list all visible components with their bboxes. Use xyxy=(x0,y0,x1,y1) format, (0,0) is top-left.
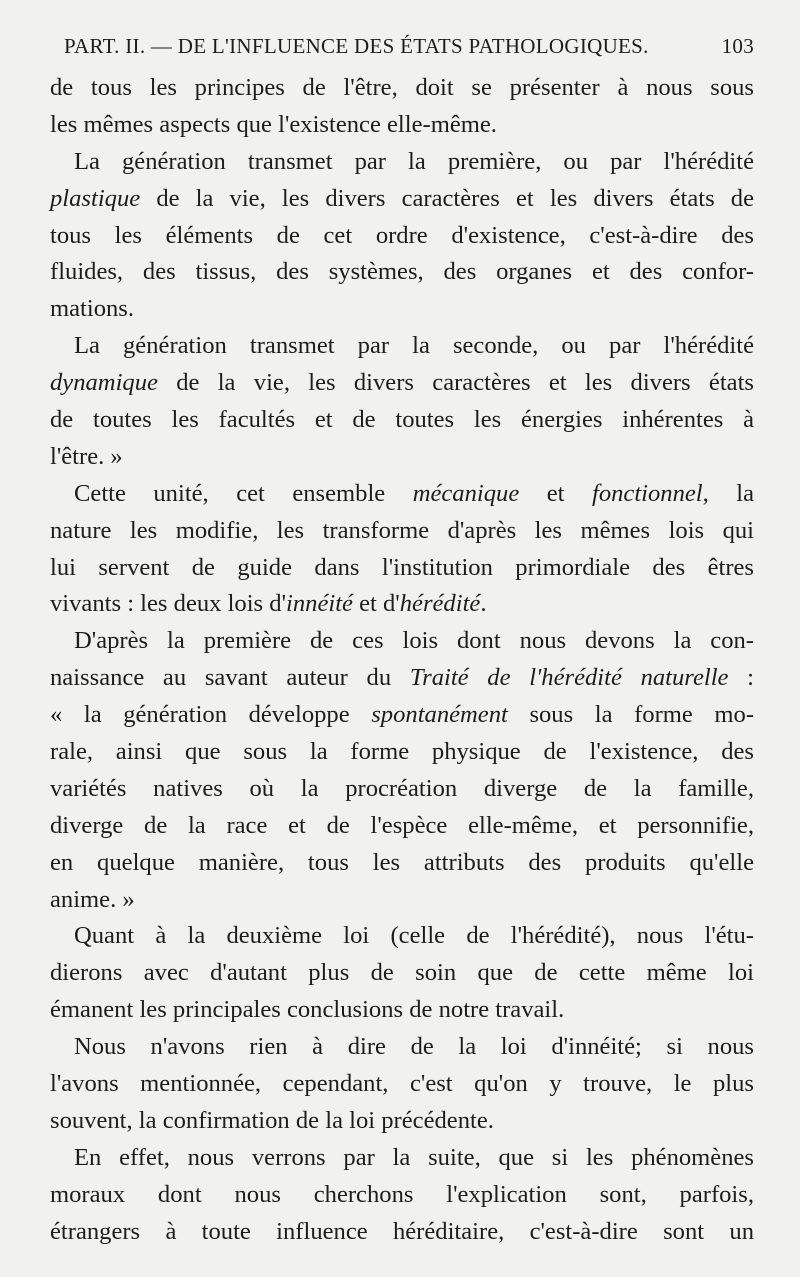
text-segment: en quelque manière, tous les attributs des produits qu'elle xyxy=(50,848,754,876)
text-line xyxy=(50,882,754,919)
page-number: 103 xyxy=(721,34,754,58)
text-segment: : xyxy=(728,664,755,692)
text-segment: fluides, des tissus, des systèmes, des organes et des confor- xyxy=(50,258,754,286)
text-segment: les mêmes aspects que l'existence elle-même. xyxy=(50,110,497,138)
text-segment: dierons avec d'autant plus de soin que de cette même loi xyxy=(50,959,754,987)
text-segment: . xyxy=(480,590,487,618)
text-line xyxy=(50,328,754,365)
text-line xyxy=(50,697,754,734)
text-segment: mations. xyxy=(50,295,135,323)
text-line xyxy=(50,439,754,476)
text-segment: D'après la première de ces lois dont nous devons la con- xyxy=(74,627,754,655)
text-segment: « la génération développe xyxy=(50,701,372,729)
text-segment: , la xyxy=(702,479,755,507)
text-segment: Quant à la deuxième loi (celle de l'hérédité), nous l'étu- xyxy=(74,922,754,950)
text-segment: de tous les principes de l'être, doit se présenter à nous sous xyxy=(50,74,754,101)
italic-text: dynamique xyxy=(50,369,158,397)
text-segment: de la vie, les divers caractères et les divers états xyxy=(157,369,754,397)
text-line xyxy=(50,218,754,255)
text-segment: et xyxy=(519,479,592,507)
text-line xyxy=(50,365,754,402)
text-line xyxy=(50,513,754,550)
text-line xyxy=(50,254,754,291)
text-line xyxy=(50,1103,754,1140)
running-title: PART. II. — DE L'INFLUENCE DES ÉTATS PATHOLOGIQUES. xyxy=(64,34,649,58)
text-line xyxy=(50,586,754,623)
text-segment: La génération transmet par la première, ou par l'hérédité xyxy=(74,147,754,175)
text-segment: En effet, nous verrons par la suite, que si les phénomènes xyxy=(74,1143,754,1171)
text-line xyxy=(50,771,754,808)
text-line xyxy=(50,808,754,845)
italic-text: plastique xyxy=(50,184,141,212)
text-line xyxy=(50,623,754,660)
text-segment: diverge de la race et de l'espèce elle-même, et personnifie, xyxy=(50,811,754,839)
text-line xyxy=(50,476,754,513)
text-line xyxy=(50,1214,754,1251)
italic-text: spontanément xyxy=(371,701,508,729)
text-segment: lui servent de guide dans l'institution primordiale des êtres xyxy=(50,553,754,581)
text-segment: l'avons mentionnée, cependant, c'est qu'on y trouve, le plus xyxy=(50,1070,754,1098)
text-line xyxy=(50,1029,754,1066)
text-segment: Nous n'avons rien à dire de la loi d'innéité; si nous xyxy=(74,1033,754,1061)
italic-text: innéité xyxy=(286,590,353,618)
text-segment: vivants : les deux lois d' xyxy=(50,590,287,618)
text-line xyxy=(50,181,754,218)
text-segment: anime. » xyxy=(50,885,135,913)
text-segment: sous la forme mo- xyxy=(507,701,755,729)
text-segment: l'être. » xyxy=(50,442,123,470)
italic-text: fonctionnel xyxy=(591,479,703,507)
text-segment: variétés natives où la procréation diverge de la famille, xyxy=(50,774,754,802)
text-segment: tous les éléments de cet ordre d'existence, c'est-à-dire des xyxy=(50,221,754,249)
text-segment: La génération transmet par la seconde, ou par l'hérédité xyxy=(74,332,754,360)
italic-text: hérédité xyxy=(399,590,481,618)
text-line xyxy=(50,1140,754,1177)
text-segment: Cette unité, cet ensemble xyxy=(74,479,413,507)
text-segment: naissance au savant auteur du xyxy=(50,664,410,692)
text-line xyxy=(50,734,754,771)
text-line xyxy=(50,918,754,955)
text-line xyxy=(50,992,754,1029)
text-segment: de la vie, les divers caractères et les divers états de xyxy=(140,184,754,212)
text-line xyxy=(50,1177,754,1214)
text-segment: étrangers à toute influence héréditaire, c'est-à-dire sont un xyxy=(50,1217,754,1245)
text-line xyxy=(50,402,754,439)
italic-text: Traité de l'hérédité naturelle xyxy=(409,664,729,692)
text-line xyxy=(50,144,754,181)
text-line xyxy=(50,845,754,882)
text-segment: émanent les principales conclusions de notre travail. xyxy=(50,996,565,1024)
text-segment: de toutes les facultés et de toutes les énergies inhérentes à xyxy=(50,406,754,434)
body-text xyxy=(50,70,754,1251)
text-line xyxy=(50,955,754,992)
text-segment: rale, ainsi que sous la forme physique de l'existence, des xyxy=(50,738,754,766)
text-line xyxy=(50,70,754,107)
text-segment: et d' xyxy=(352,590,400,618)
text-line xyxy=(50,1066,754,1103)
text-segment: souvent, la confirmation de la loi précédente. xyxy=(50,1106,494,1134)
text-segment: nature les modifie, les transforme d'après les mêmes lois qui xyxy=(50,516,754,544)
text-line xyxy=(50,291,754,328)
text-line xyxy=(50,550,754,587)
text-line xyxy=(50,107,754,144)
italic-text: mécanique xyxy=(412,479,520,507)
page-header xyxy=(64,34,754,68)
text-line xyxy=(50,660,754,697)
text-segment: moraux dont nous cherchons l'explication sont, parfois, xyxy=(50,1180,754,1208)
